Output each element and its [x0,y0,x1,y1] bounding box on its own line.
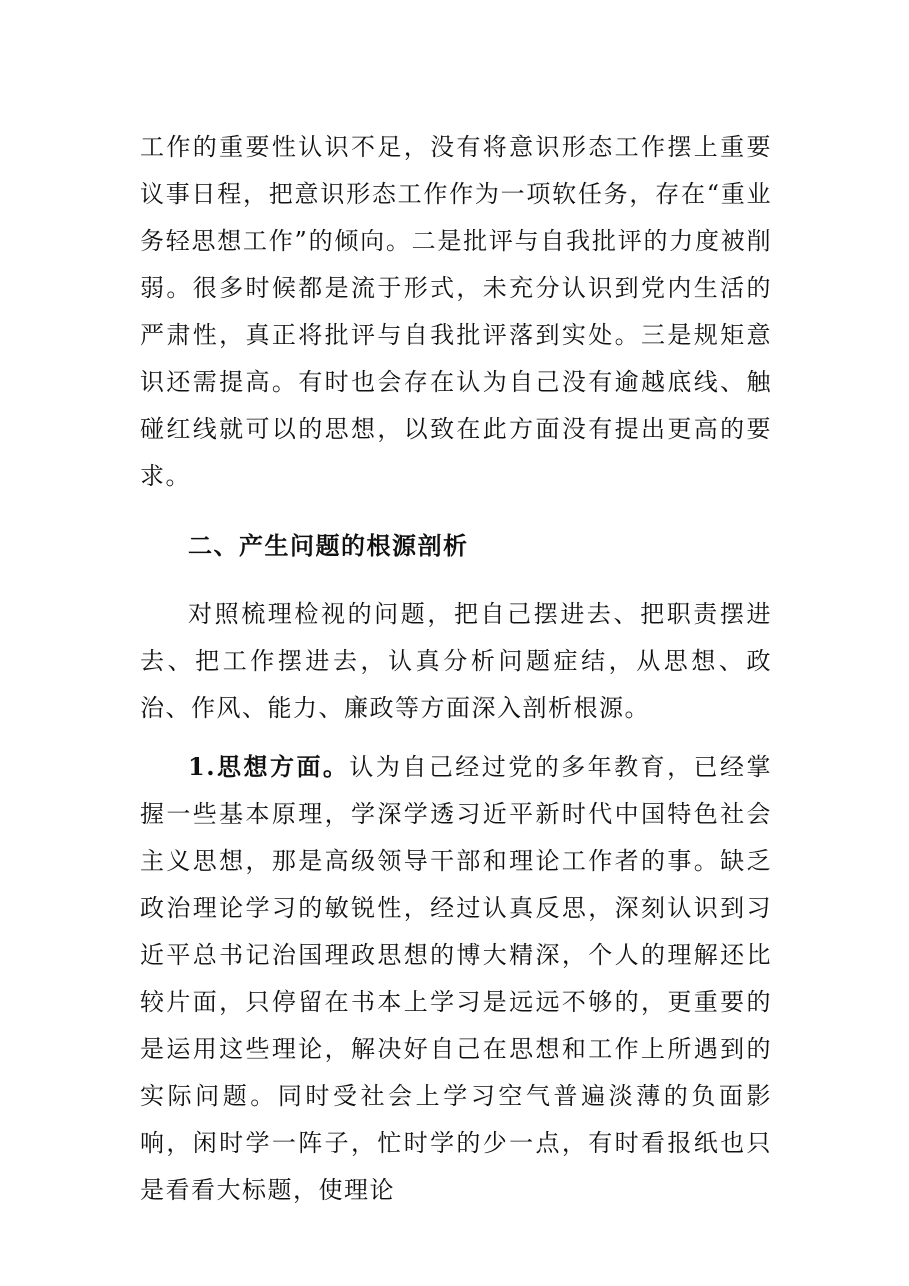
paragraph-gap [140,732,772,743]
paragraph-thinking-aspect [140,743,772,1214]
paragraph-gap [140,500,772,511]
paragraph-ideology-work: 工作的重要性认识不足，没有将意识形态工作摆上重要议事日程，把意识形态工作作为一项软任务，存在“重业务轻思想工作”的倾向。二是批评与自我批评的力度被削弱。很多时候都是流于形式，未充分认识到党内生活的严肃性，真正将批评与自我批评落到实处。三是规矩意识还需提高。有时也会存在认为自己没有逾越底线、触碰红线就可以的思想，以致在此方面没有提出更高的要求。 [140,133,772,490]
subheading-thinking-aspect: 1.思想方面。 [188,752,350,781]
paragraph-intro-analysis: 对照梳理检视的问题，把自己摆进去、把职责摆进去、把工作摆进去，认真分析问题症结，从思想、政治、作风、能力、廉政等方面深入剖析根源。 [140,600,772,722]
document-body [140,124,772,1214]
paragraph-thinking-body: 认为自己经过党的多年教育，已经掌握一些基本原理，学深学透习近平新时代中国特色社会主义思想，那是高级领导干部和理论工作者的事。缺乏政治理论学习的敏锐性，经过认真反思，深刻认识到习近平总书记治国理政思想的博大精深，个人的理解还比较片面，只停留在书本上学习是远远不够的，更重要的是运用这些理论，解决好自己在思想和工作上所遇到的实际问题。同时受社会上学习空气普遍淡薄的负面影响，闲时学一阵子，忙时学的少一点，有时看报纸也只是看看大标题，使理论 [140,753,773,1204]
section-heading-root-cause: 二、产生问题的根源剖析 [188,531,469,560]
paragraph-gap [140,580,772,591]
